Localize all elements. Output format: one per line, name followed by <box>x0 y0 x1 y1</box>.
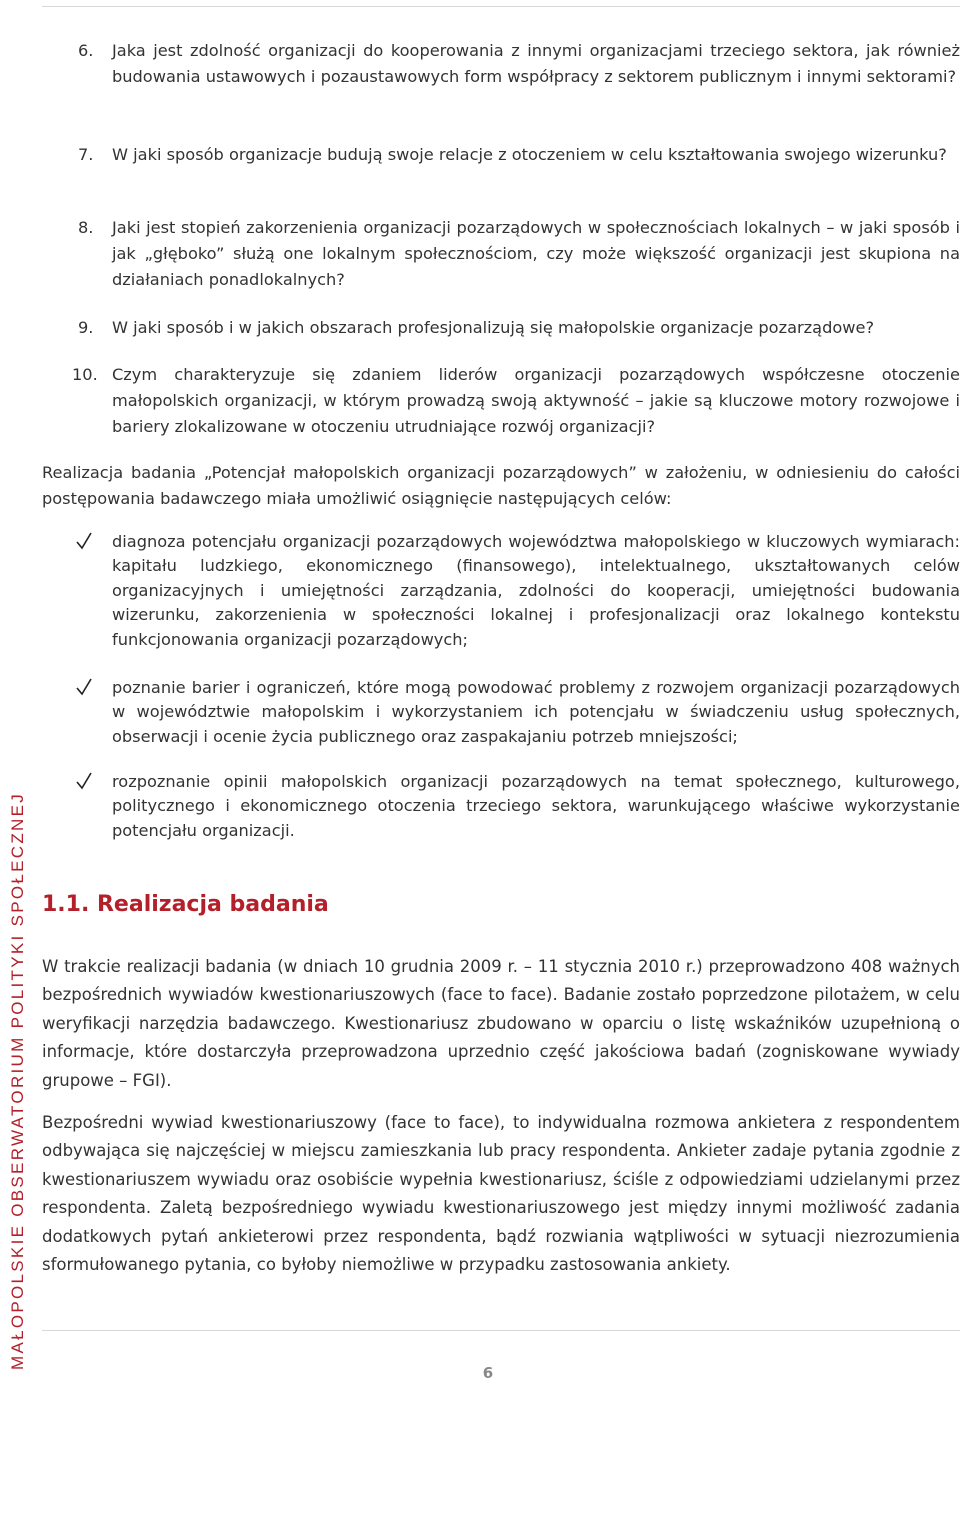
bottom-divider <box>42 1330 960 1331</box>
goal-item <box>72 770 960 843</box>
question-item-10 <box>72 362 960 440</box>
question-number: 8. <box>78 218 94 237</box>
question-number: 7. <box>78 145 94 164</box>
question-item-6 <box>72 38 960 90</box>
question-number: 10. <box>72 365 98 384</box>
side-label: MAŁOPOLSKIE OBSERWATORIUM POLITYKI SPOŁECZNEJ <box>8 791 27 1370</box>
question-text: Czym charakteryzuje się zdaniem liderów organizacji pozarządowych współczesne otoczenie małopolskich organizacji, w którym prowadzą swoją aktywność – jakie są kluczowe motory rozwojowe i bariery zlokalizowane w otoczeniu utrudniające rozwój organizacji? <box>112 365 960 436</box>
checkmark-icon <box>76 677 92 697</box>
page-number: 6 <box>482 1364 494 1382</box>
question-item-9 <box>72 315 960 341</box>
question-text: W jaki sposób i w jakich obszarach profesjonalizują się małopolskie organizacje pozarządowe? <box>112 318 875 337</box>
goal-text: rozpoznanie opinii małopolskich organizacji pozarządowych na temat społecznego, kulturowego, politycznego i ekonomicznego otoczenia trzeciego sektora, warunkującego właściwe wykorzystanie potencjału organizacji. <box>112 772 960 840</box>
goal-text: poznanie barier i ograniczeń, które mogą powodować problemy z rozwojem organizacji pozarządowych w województwie małopolskim i wykorzystaniem ich potencjału w świadczeniu usług społecznych, obserwacji i ocenie życia publicznego oraz zaspakajaniu potrzeb mniejszości; <box>112 678 960 746</box>
goal-text: diagnoza potencjału organizacji pozarządowych województwa małopolskiego w kluczowych wymiarach: kapitału ludzkiego, ekonomicznego (finansowego), intelektualnego, ukształtowanych celów organizacyjnych i umiejętności zarządzania, zdolności do kooperacji, umiejętności budowania wizerunku, zakorzenienia w społeczności lokalnej i profesjonalizacji oraz lokalnego kontekstu funkcjonowania organizacji pozarządowych; <box>112 532 960 649</box>
question-text: Jaki jest stopień zakorzenienia organizacji pozarządowych w społecznościach lokalnych – w jaki sposób i jak „głęboko” służą one lokalnym społecznościom, czy może większość organizacji jest skupiona na działaniach ponadlokalnych? <box>112 218 960 289</box>
question-item-8 <box>72 215 960 293</box>
section-paragraph-2: Bezpośredni wywiad kwestionariuszowy (face to face), to indywidualna rozmowa ankietera z respondentem odbywająca się najczęściej w miejscu zamieszkania lub pracy respondenta. Ankieter zadaje pytania zgodnie z kwestionariuszem wywiadu oraz osobiście wypełnia kwestionariusz, ściśle z odpowiedziami udzielanymi przez respondenta. Zaletą bezpośredniego wywiadu kwestionariuszowego jest między innymi możliwość zadania dodatkowych pytań ankieterowi przez respondenta, bądź rozwiania wątpliwości w sytuacji niezrozumienia sformułowanego pytania, co byłoby niemożliwe w przypadku zastosowania ankiety. <box>42 1113 960 1275</box>
question-number: 9. <box>78 318 94 337</box>
question-text: Jaka jest zdolność organizacji do kooperowania z innymi organizacjami trzeciego sektora, jak również budowania ustawowych i pozaustawowych form współpracy z sektorem publicznym i innymi sektorami? <box>112 41 960 86</box>
section-paragraph-1: W trakcie realizacji badania (w dniach 10 grudnia 2009 r. – 11 stycznia 2010 r.) przeprowadzono 408 ważnych bezpośrednich wywiadów kwestionariuszowych (face to face). Badanie zostało poprzedzone pilotażem, w celu weryfikacji narzędzia badawczego. Kwestionariusz zbudowano w oparciu o listę wskaźników uzupełnioną o informacje, które dostarczyła przeprowadzona uprzednio część jakościowa badań (zogniskowane wywiady grupowe – FGI). <box>42 957 960 1090</box>
top-divider <box>42 6 960 7</box>
checkmark-icon <box>76 771 92 791</box>
question-number: 6. <box>78 41 94 60</box>
intro-paragraph: Realizacja badania „Potencjał małopolskich organizacji pozarządowych” w założeniu, w odniesieniu do całości postępowania badawczego miała umożliwić osiągnięcie następujących celów: <box>42 463 960 508</box>
checkmark-icon <box>76 531 92 551</box>
section-heading: 1.1. Realizacja badania <box>42 892 329 917</box>
question-text: W jaki sposób organizacje budują swoje relacje z otoczeniem w celu kształtowania swojego wizerunku? <box>112 145 947 164</box>
goal-item <box>72 676 960 749</box>
goal-item <box>72 530 960 652</box>
question-item-7 <box>72 142 960 168</box>
